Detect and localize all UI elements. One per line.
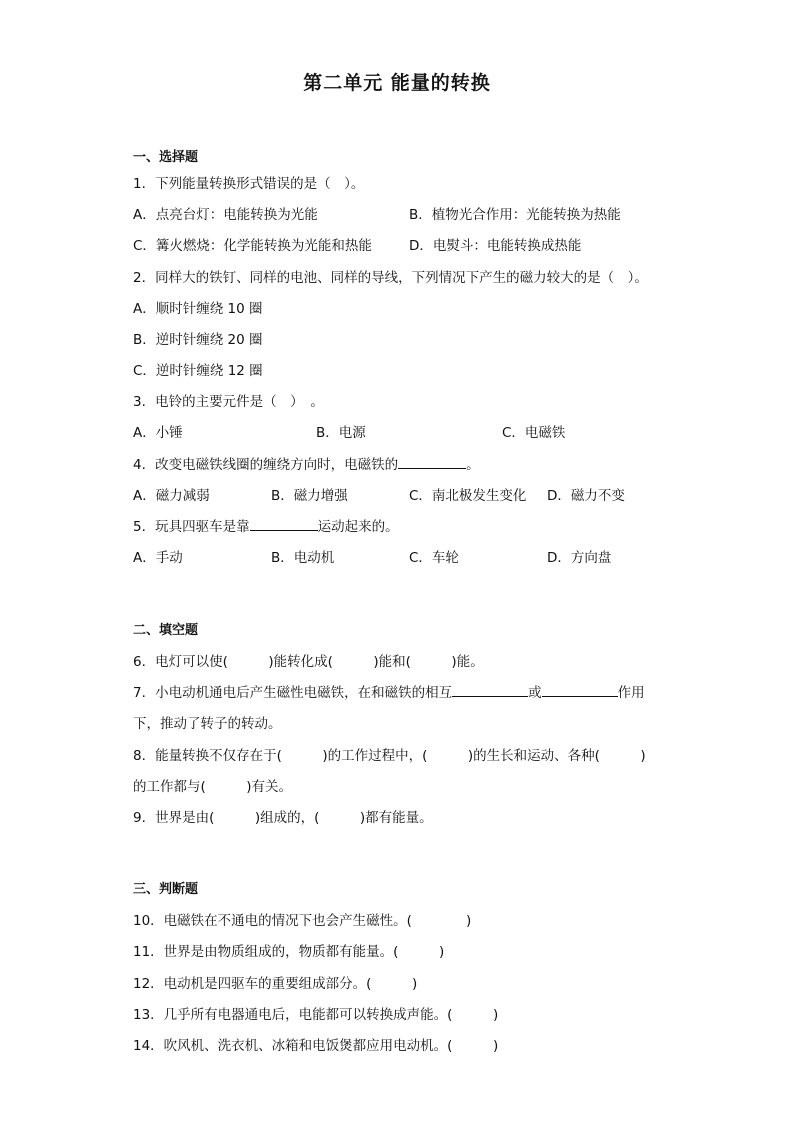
question-8-line-1: 8．能量转换不仅存在于( )的工作过程中，( )的生长和运动、各种( ): [133, 748, 646, 764]
question-4-option-c: C．南北极发生变化: [409, 488, 527, 504]
question-10: 10．电磁铁在不通电的情况下也会产生磁性。( ): [133, 913, 472, 929]
question-2-option-a: A．顺时针缠绕 10 圈: [133, 301, 263, 317]
question-7-line-1: [133, 681, 645, 701]
question-4-option-d: D．磁力不变: [547, 488, 625, 504]
question-1-option-d: D．电熨斗：电能转换成热能: [409, 238, 582, 254]
answer-blank: [398, 454, 466, 469]
section-heading-choice: 一、选择题: [133, 150, 199, 165]
question-3-option-a: A．小锤: [133, 425, 183, 441]
answer-blank: [250, 516, 318, 531]
question-14: 14．吹风机、洗衣机、冰箱和电饭煲都应用电动机。( ): [133, 1038, 499, 1054]
question-7-or: 或: [528, 685, 542, 701]
question-7-text: 7．小电动机通电后产生磁性电磁铁，在和磁铁的相互: [133, 685, 453, 701]
question-5-stem-text: 5．玩具四驱车是靠: [133, 519, 250, 535]
question-1-stem: 1．下列能量转换形式错误的是（ ）。: [133, 176, 365, 192]
question-13: 13．几乎所有电器通电后，电能都可以转换成声能。( ): [133, 1007, 499, 1023]
question-5-option-d: D．方向盘: [547, 550, 612, 566]
question-5-stem: [133, 515, 399, 535]
question-4-option-b: B．磁力增强: [271, 488, 348, 504]
question-4-stem: [133, 453, 480, 473]
answer-blank: [542, 682, 618, 697]
question-2-stem: 2．同样大的铁钉、同样的电池、同样的导线，下列情况下产生的磁力较大的是（ ）。: [133, 270, 648, 286]
question-5-option-c: C．车轮: [409, 550, 459, 566]
question-4-option-a: A．磁力减弱: [133, 488, 210, 504]
question-11: 11．世界是由物质组成的，物质都有能量。( ): [133, 944, 445, 960]
question-4-stem-end: 。: [466, 457, 480, 473]
question-2-option-b: B．逆时针缠绕 20 圈: [133, 332, 263, 348]
section-heading-judge: 三、判断题: [133, 882, 199, 897]
question-1-option-c: C．篝火燃烧：化学能转换为光能和热能: [133, 238, 372, 254]
question-3-option-b: B．电源: [316, 425, 366, 441]
question-5-option-a: A．手动: [133, 550, 183, 566]
question-8-line-2: 的工作都与( )有关。: [133, 779, 293, 795]
question-7-line-2: 下，推动了转子的转动。: [133, 716, 282, 732]
question-6: 6．电灯可以使( )能转化成( )能和( )能。: [133, 654, 484, 670]
question-3-option-c: C．电磁铁: [502, 425, 566, 441]
question-7-text-end: 作用: [617, 685, 645, 701]
section-heading-fill: 二、填空题: [133, 623, 199, 638]
answer-blank: [452, 682, 528, 697]
question-1-option-a: A．点亮台灯：电能转换为光能: [133, 207, 318, 223]
question-9: 9．世界是由( )组成的，( )都有能量。: [133, 810, 433, 826]
question-2-option-c: C．逆时针缠绕 12 圈: [133, 363, 263, 379]
question-4-stem-text: 4．改变电磁铁线圈的缠绕方向时，电磁铁的: [133, 457, 399, 473]
question-12: 12．电动机是四驱车的重要组成部分。( ): [133, 976, 418, 992]
question-5-option-b: B．电动机: [271, 550, 335, 566]
question-1-option-b: B．植物光合作用：光能转换为热能: [409, 207, 621, 223]
page-title: 第二单元 能量的转换: [303, 72, 491, 94]
question-3-stem: 3．电铃的主要元件是（ ） 。: [133, 394, 324, 410]
question-5-stem-end: 运动起来的。: [317, 519, 399, 535]
